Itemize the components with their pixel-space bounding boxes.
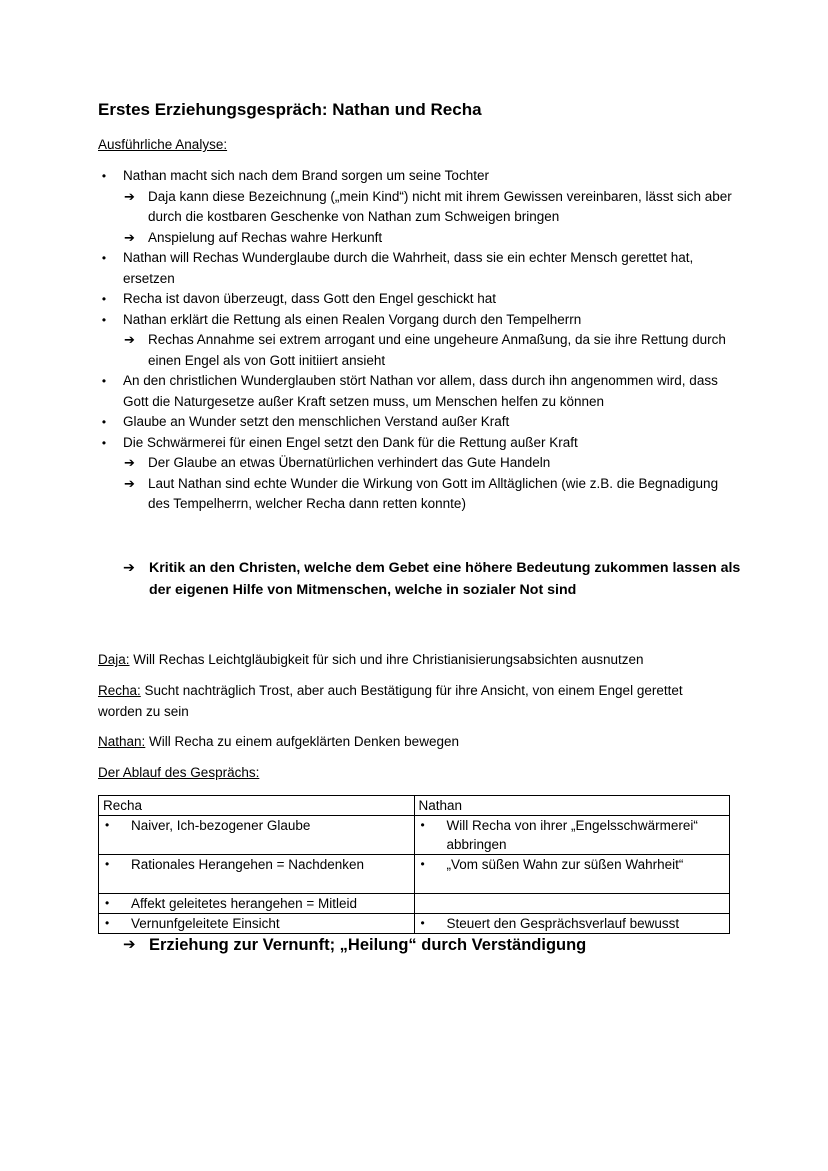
- arrow-icon: ➔: [123, 936, 136, 953]
- bullet-icon: •: [420, 916, 425, 930]
- final-text: Erziehung zur Vernunft; „Heilung“ durch Verständigung: [149, 936, 587, 954]
- bullet-text: An den christlichen Wunderglauben stört Nathan vor allem, dass durch ihn angenommen wird, dass Gott die Naturgesetze außer Kraft setzen muss, um Menschen helfen zu können: [123, 373, 718, 409]
- bullet-icon: •: [420, 818, 425, 832]
- final-statement: [123, 934, 586, 956]
- bullet-text: Nathan erklärt die Rettung als einen Realen Vorgang durch den Tempelherrn: [123, 311, 582, 327]
- arrow-icon: ➔: [124, 475, 135, 491]
- table-header-cell: Nathan: [414, 796, 730, 816]
- bullet-icon: •: [105, 916, 110, 930]
- sub-text: Laut Nathan sind echte Wunder die Wirkung von Gott im Alltäglichen (wie z.B. die Begnadigung des Tempelherrn, welcher Recha dann retten konnte): [148, 475, 719, 511]
- table-cell: [414, 894, 730, 914]
- arrow-icon: ➔: [124, 332, 135, 347]
- table-row: [99, 914, 730, 934]
- analysis-heading: Ausführliche Analyse:: [98, 137, 228, 152]
- character-name: Recha:: [98, 683, 141, 698]
- list-item: [98, 166, 738, 248]
- bullet-text: Glaube an Wunder setzt den menschlichen Verstand außer Kraft: [123, 414, 510, 429]
- character-name: Daja:: [98, 652, 130, 667]
- list-item: [98, 248, 738, 289]
- conclusion: [123, 557, 749, 601]
- bullet-text: Recha ist davon überzeugt, dass Gott den Engel geschickt hat: [123, 291, 496, 306]
- list-item: [98, 412, 738, 433]
- bullet-icon: •: [101, 292, 107, 306]
- cell-text: Vernunfgeleitete Einsicht: [131, 916, 280, 931]
- sub-text: Anspielung auf Rechas wahre Herkunft: [148, 229, 383, 245]
- bullet-icon: •: [420, 857, 425, 871]
- sub-item: [98, 228, 738, 249]
- bullet-icon: •: [105, 857, 110, 871]
- table-row: [99, 816, 730, 855]
- table-cell: [414, 914, 730, 934]
- cell-text: Rationales Herangehen = Nachdenken: [131, 857, 365, 872]
- cell-text: „Vom süßen Wahn zur süßen Wahrheit“: [446, 857, 684, 872]
- character-text: Sucht nachträglich Trost, aber auch Bestätigung für ihre Ansicht, von einem Engel gerettet worden zu sein: [98, 683, 683, 719]
- bullet-icon: •: [101, 374, 107, 388]
- list-item: [98, 433, 738, 515]
- sub-text: Der Glaube an etwas Übernatürlichen verhindert das Gute Handeln: [148, 455, 551, 470]
- bullet-icon: •: [101, 251, 107, 265]
- page-title: Erstes Erziehungsgespräch: Nathan und Recha: [98, 100, 482, 119]
- table-cell: [99, 914, 415, 934]
- arrow-icon: ➔: [124, 229, 135, 245]
- sub-text: Daja kann diese Bezeichnung („mein Kind“) nicht mit ihrem Gewissen vereinbaren, lässt sich aber durch die kostbaren Geschenke von Nathan zum Schweigen bringen: [148, 188, 732, 224]
- cell-text: Will Recha von ihrer „Engelsschwärmerei“ abbringen: [446, 818, 698, 852]
- arrow-icon: ➔: [123, 560, 135, 576]
- arrow-icon: ➔: [124, 455, 135, 470]
- character-recha: [98, 681, 718, 722]
- bullet-text: Die Schwärmerei für einen Engel setzt den Dank für die Rettung außer Kraft: [123, 434, 578, 450]
- table-header-row: [99, 796, 730, 816]
- bullet-icon: •: [105, 896, 110, 910]
- cell-text: Steuert den Gesprächsverlauf bewusst: [446, 916, 680, 931]
- list-item: [98, 289, 738, 310]
- table-cell: [414, 816, 730, 855]
- list-item: [98, 310, 738, 372]
- analysis-list: [98, 166, 738, 515]
- character-nathan: [98, 732, 718, 753]
- sub-item: [98, 474, 738, 515]
- table-header-cell: Recha: [99, 796, 415, 816]
- arrow-icon: ➔: [124, 188, 135, 204]
- character-text: Will Recha zu einem aufgeklärten Denken bewegen: [145, 734, 459, 749]
- sub-item: [98, 453, 738, 474]
- sub-text: Rechas Annahme sei extrem arrogant und eine ungeheure Anmaßung, da sie ihre Rettung durch einen Engel als von Gott initiiert ansieht: [148, 332, 726, 368]
- conclusion-text: Kritik an den Christen, welche dem Gebet eine höhere Bedeutung zukommen lassen als der eigenen Hilfe von Mitmenschen, welche in sozialer Not sind: [149, 560, 741, 598]
- conversation-table: [98, 795, 730, 934]
- table-cell: [99, 816, 415, 855]
- cell-text: Affekt geleitetes herangehen = Mitleid: [131, 896, 358, 911]
- cell-text: Naiver, Ich-bezogener Glaube: [131, 818, 311, 833]
- bullet-text: Nathan will Rechas Wunderglaube durch die Wahrheit, dass sie ein echter Mensch gerettet hat, ersetzen: [123, 250, 694, 286]
- flow-heading: Der Ablauf des Gesprächs:: [98, 765, 260, 780]
- list-item: [98, 371, 738, 412]
- bullet-icon: •: [101, 415, 107, 429]
- sub-item: [98, 187, 738, 228]
- bullet-icon: •: [101, 435, 107, 450]
- table-cell: [99, 855, 415, 894]
- bullet-icon: •: [101, 169, 107, 183]
- table-cell: [99, 894, 415, 914]
- character-text: Will Rechas Leichtgläubigkeit für sich und ihre Christianisierungsabsichten ausnutzen: [129, 652, 644, 667]
- character-daja: [98, 650, 718, 671]
- bullet-icon: •: [101, 312, 107, 327]
- table-row: [99, 855, 730, 894]
- table-row: [99, 894, 730, 914]
- table-cell: [414, 855, 730, 894]
- sub-item: [98, 330, 738, 371]
- bullet-text: Nathan macht sich nach dem Brand sorgen um seine Tochter: [123, 168, 489, 183]
- character-name: Nathan:: [98, 734, 146, 749]
- bullet-icon: •: [105, 818, 110, 832]
